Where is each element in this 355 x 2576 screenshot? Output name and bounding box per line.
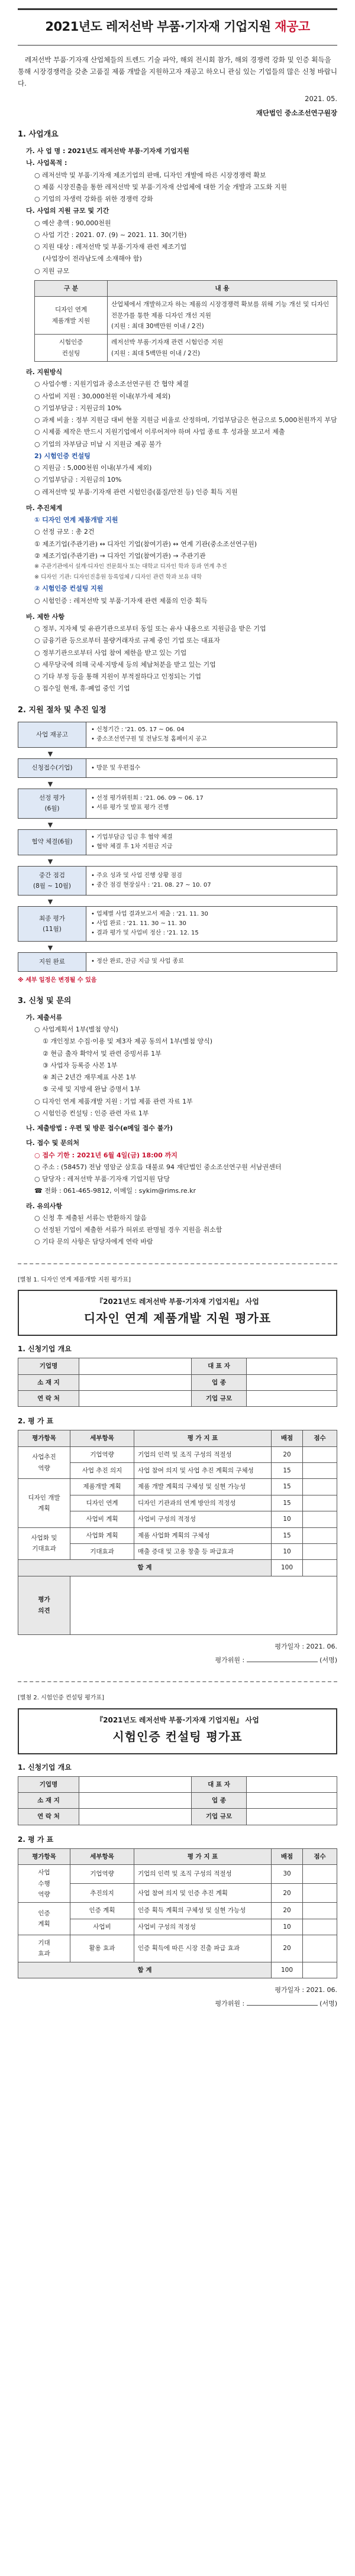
list-item: ○ 정부, 지자체 및 유관기관으로부터 동일 또는 유사 내용으로 지원금을 받은 기업	[34, 625, 266, 633]
list-item: ○ 정부기관으로부터 사업 참여 제한을 받고 있는 기업	[34, 648, 187, 657]
list-item: ○ 지원금 : 5,000천원 이내(부가세 제외)	[34, 464, 152, 472]
score-input-cell[interactable]	[303, 1527, 337, 1543]
cell-text: 레저선박 부품·기자재 관련 시험인증 지원	[111, 339, 224, 346]
list-item: ○ 기업부담금 : 지원금의 10%	[34, 404, 122, 412]
section-procedure-title: 2. 지원 절차 및 추진 일정	[18, 705, 106, 715]
input-cell[interactable]	[79, 1809, 192, 1825]
list-item: ② 제조기업(주관기관) → 디자인 기업(참여기관) → 주관기관	[34, 551, 206, 560]
input-cell[interactable]	[79, 1358, 192, 1374]
announcement-date: 2021. 05.	[305, 95, 337, 103]
flow-step-desc: • 기업부담금 입금 후 협약 체결 • 협약 체결 후 1차 지원금 지급	[86, 829, 337, 855]
intro-paragraph: 레저선박 부품·기자재 산업체들의 트렌드 기술 파악, 해외 전시회 참가, 해외 경쟁력 강화 및 인증 획득을 통해 시장경쟁력을 갖춘 고품질 제품 개발을 지원하고자 재공고 하오니 관심 있는 기업들의 많은 신청 바랍니다.	[18, 55, 337, 87]
list-item: ○ 사업계획서 1부(별첨 양식)	[34, 1026, 118, 1034]
list-note: ※ 디자인 기관: 디자인진흥원 등록업체 / 디자인 관련 학과 보유 대학	[34, 573, 202, 580]
table-cell: 인증 계획	[18, 1903, 70, 1935]
list-item: ○ 사업비 지원 : 30,000천원 이내(부가세 제외)	[34, 392, 171, 400]
list-item: ○ 디자인 연계 제품개발 지원 : 기업 제품 관련 자료 1부	[34, 1097, 193, 1105]
flow-step-label: 협약 체결(6월)	[18, 829, 86, 855]
table-cell: 기대효과	[70, 1543, 134, 1559]
table-cell: 인증 획득에 따른 시장 진출 파급 효과	[134, 1935, 272, 1962]
score-input-cell[interactable]	[303, 1479, 337, 1495]
score-input-cell[interactable]	[303, 1903, 337, 1919]
evaluator-name-field[interactable]	[247, 2005, 318, 2006]
list-item: ○ 시험인증 : 레저선박 및 부품·기자재 관련 제품의 인증 획득	[34, 596, 208, 605]
form-section-heading: 1. 신청기업 개요	[18, 1345, 72, 1354]
table-header-cell: 세부항목	[70, 1848, 134, 1864]
table-cell: 인증 획득 계획의 구체성 및 실현 가능성	[134, 1903, 272, 1919]
list-item: (사업장이 전라남도에 소재해야 함)	[43, 255, 142, 263]
input-cell[interactable]	[79, 1374, 192, 1390]
table-header-cell: 기업명	[18, 1358, 79, 1374]
opinion-input-cell[interactable]	[70, 1576, 337, 1634]
flow-step-desc: • 신청기간 : '21. 05. 17 ~ 06. 04 • 중소조선연구원 및 전남도청 홈페이지 공고	[86, 722, 337, 748]
flow-step-row	[18, 722, 337, 748]
form-cert-evaluation	[18, 1681, 337, 2010]
flow-step-label: 지원 완료	[18, 952, 86, 971]
table-header-cell: 기업명	[18, 1776, 79, 1792]
list-item: ○ 과제 비율 : 정부 지원금 대비 현물 지원금 비율로 산정하며, 기업부담금은 현금으로 5,000천원까지 부담	[34, 416, 337, 424]
list-item: ○ 선정 규모 : 총 2건	[34, 528, 95, 536]
seal-label: (서명)	[320, 1656, 337, 1664]
notice-heading	[18, 1201, 337, 1212]
restrictions-heading-text: 바. 제한 사항	[26, 612, 64, 621]
table-row	[18, 1865, 337, 1884]
evaluator-label: 평가위원 :	[215, 1656, 245, 1664]
company-info-table	[18, 1358, 337, 1407]
table-row	[35, 297, 337, 335]
table-cell: 기업의 인력 및 조직 구성의 적절성	[134, 1865, 272, 1884]
list-item: ○ 사업수행 : 지원기업과 중소조선연구원 간 협약 체결	[34, 380, 189, 388]
input-cell[interactable]	[79, 1776, 192, 1792]
table-header-cell: 소 재 지	[18, 1374, 79, 1390]
table-cell: 추진의지	[70, 1884, 134, 1903]
content-heading-text: 다. 사업의 지원 규모 및 기간	[26, 207, 109, 215]
table-header-cell: 평가항목	[18, 1848, 70, 1864]
table-row	[18, 1793, 337, 1809]
total-row	[18, 1962, 337, 1978]
score-input-cell[interactable]	[303, 1560, 337, 1576]
list-item: ○ 기업의 자부담금 미납 시 지원금 제공 불가	[34, 440, 162, 448]
support-scale-table	[34, 280, 337, 362]
table-cell: 디자인 개발 계획	[18, 1479, 70, 1527]
table-row	[35, 335, 337, 362]
table-cell: 사업비 계획	[70, 1511, 134, 1527]
framework-heading	[18, 502, 337, 514]
table-header-row	[18, 1848, 337, 1864]
opinion-row	[18, 1576, 337, 1634]
score-input-cell[interactable]	[303, 1919, 337, 1935]
table-row	[18, 1776, 337, 1792]
score-input-cell[interactable]	[303, 1962, 337, 1978]
form-caption: [별첨 2. 시험인증 컨설팅 평가표]	[18, 1695, 104, 1702]
table-cell: 사업비	[70, 1919, 134, 1935]
restrictions-heading	[18, 611, 337, 622]
table-cell: 활용 효과	[70, 1935, 134, 1962]
flow-step-label: 선정 평가 (6월)	[18, 789, 86, 819]
flow-step-row	[18, 758, 337, 777]
table-cell: 사업화 계획	[70, 1527, 134, 1543]
flow-step-label: 중간 점검 (8월 ~ 10월)	[18, 866, 86, 896]
list-item: ○ 예산 총액 : 90,000천원	[34, 219, 111, 227]
table-cell: 사업 수행 역량	[18, 1865, 70, 1903]
form-title-box	[18, 1708, 337, 1754]
table-cell: 10	[272, 1919, 303, 1935]
list-item: ○ 신청 후 제출된 서류는 반환하지 않음	[34, 1214, 147, 1222]
list-item: ○ 담당자 : 레저선박 부품·기자재 기업지원 담당	[34, 1175, 170, 1183]
input-cell[interactable]	[247, 1358, 337, 1374]
contact-heading	[18, 1137, 337, 1149]
list-item: ○ 기업부담금 : 지원금의 10%	[34, 476, 122, 484]
evaluator-label: 평가위원 :	[215, 2000, 245, 2008]
opinion-label: 평가 의견	[18, 1576, 70, 1634]
table-header-cell: 소 재 지	[18, 1793, 79, 1809]
total-value: 100	[272, 1962, 303, 1978]
total-label: 합 계	[18, 1962, 272, 1978]
table-header-cell: 내 용	[108, 280, 337, 296]
table-header-cell: 배점	[272, 1430, 303, 1446]
list-item: ○ 접수일 현재, 휴·폐업 중인 기업	[34, 684, 130, 693]
table-header-cell: 평 가 지 표	[134, 1430, 272, 1446]
table-cell: 사업 추진 의지	[70, 1463, 134, 1479]
form-section-heading: 2. 평 가 표	[18, 1835, 54, 1844]
table-cell: 기업역량	[70, 1865, 134, 1884]
table-cell: 기업의 인력 및 조직 구성의 적절성	[134, 1446, 272, 1462]
table-cell: 사업추진 역량	[18, 1446, 70, 1479]
table-header-cell: 평가항목	[18, 1430, 70, 1446]
table-cell: 사업비 구성의 적정성	[134, 1919, 272, 1935]
arrow-down-icon: ▼	[47, 857, 53, 865]
input-cell[interactable]	[247, 1374, 337, 1390]
list-item: ○ 기업의 자생력 강화를 위한 경쟁력 강화	[34, 195, 153, 203]
table-header-cell: 연 락 처	[18, 1390, 79, 1406]
table-row	[18, 1935, 337, 1962]
section-application-title: 3. 신청 및 문의	[18, 997, 72, 1006]
input-cell[interactable]	[79, 1390, 192, 1406]
flow-step-label: 신청접수(기업)	[18, 758, 86, 777]
flow-step-label: 최종 평가 (11월)	[18, 906, 86, 942]
total-value: 100	[272, 1560, 303, 1576]
table-header-cell: 대 표 자	[192, 1358, 247, 1374]
list-item: ○ 금융기관 등으로부터 불량거래자로 규제 중인 기업 또는 대표자	[34, 637, 220, 645]
table-header-cell: 점수	[303, 1848, 337, 1864]
framework-design-list	[18, 526, 337, 582]
notice-heading-text: 라. 유의사항	[26, 1202, 63, 1210]
evaluation-table	[18, 1848, 337, 1978]
framework-heading-text: 마. 추진체계	[26, 504, 63, 512]
table-cell: 제품 사업화 계획의 구체성	[134, 1527, 272, 1543]
table-cell: 15	[272, 1479, 303, 1495]
table-cell: 기업역량	[70, 1446, 134, 1462]
list-item: ○ 기타 문의 사항은 담당자에게 연락 바람	[34, 1238, 153, 1246]
table-cell: 사업 참여 의지 및 인증 추진 계획	[134, 1884, 272, 1903]
table-header-cell: 대 표 자	[192, 1776, 247, 1792]
table-row	[18, 1446, 337, 1462]
table-row	[18, 1809, 337, 1825]
list-item: ○ 제품 시장진출을 통한 레저선박 및 부품·기자재 산업체에 대한 기술 개발과 고도화 지원	[34, 183, 287, 191]
evaluator-signature	[18, 1654, 337, 1666]
flow-step-row	[18, 906, 337, 942]
support-method-heading	[18, 366, 337, 378]
table-cell: 15	[272, 1463, 303, 1479]
form-section-heading: 2. 평 가 표	[18, 1417, 54, 1426]
documents-heading	[18, 1012, 337, 1023]
score-input-cell[interactable]	[303, 1446, 337, 1462]
flow-step-desc: • 주요 성과 및 사업 진행 상황 점검 • 중간 점검 현장실사 : '21. 08. 27 ~ 10. 07	[86, 866, 337, 896]
business-name-text: 가. 사 업 명 : 2021년도 레저선박 부품·기자재 기업지원	[26, 147, 189, 155]
table-cell: 10	[272, 1511, 303, 1527]
form-caption: [별첨 1. 디자인 연계 제품개발 지원 평가표]	[18, 1276, 131, 1283]
table-cell: 20	[272, 1903, 303, 1919]
table-row	[18, 1903, 337, 1919]
documents-heading-text: 가. 제출서류	[26, 1013, 63, 1021]
table-header-cell: 연 락 처	[18, 1809, 79, 1825]
list-item: ④ 최근 2년간 재무제표 사본 1부	[43, 1073, 137, 1082]
deadline: ○ 접수 기한 : 2021년 6월 4일(금) 18:00 까지	[34, 1151, 178, 1159]
table-header-cell: 업 종	[192, 1374, 247, 1390]
table-cell: 시험인증 컨설팅	[35, 335, 108, 362]
form-title-line1: 『2021년도 레저선박 부품·기자재 기업지원』 사업	[96, 1715, 259, 1724]
arrow-down-icon: ▼	[47, 944, 53, 952]
list-item: ③ 사업자 등록증 사본 1부	[43, 1061, 118, 1069]
score-input-cell[interactable]	[303, 1543, 337, 1559]
input-cell[interactable]	[247, 1809, 337, 1825]
schedule-footnote: ※ 세부 일정은 변경될 수 있음	[18, 976, 97, 984]
table-row	[18, 1390, 337, 1406]
input-cell[interactable]	[247, 1793, 337, 1809]
score-input-cell[interactable]	[303, 1884, 337, 1903]
support-method-heading-text: 라. 지원방식	[26, 368, 63, 377]
table-cell: 30	[272, 1865, 303, 1884]
purpose-heading-text: 나. 사업목적 :	[26, 159, 67, 167]
form-title-box	[18, 1290, 337, 1336]
flow-step-desc: • 방문 및 우편접수	[86, 758, 337, 777]
list-item: ① 제조기업(주관기관) ↔ 디자인 기업(참여기관) ↔ 연계 기관(중소조선연구원)	[34, 540, 257, 548]
business-name	[18, 145, 337, 157]
table-header-cell: 점수	[303, 1430, 337, 1446]
list-item: ⑤ 국세 및 지방세 완납 증명서 1부	[43, 1085, 141, 1094]
title-main: 2021년도 레저선박 부품·기자재 기업지원	[45, 20, 271, 34]
section-overview-title: 1. 사업개요	[18, 130, 59, 139]
table-cell: 20	[272, 1935, 303, 1962]
evaluation-date: 평가일자 : 2021. 06.	[275, 1986, 337, 1994]
score-input-cell[interactable]	[303, 1865, 337, 1884]
list-item: ○ 세무당국에 의해 국세·지방세 등의 체납처분을 받고 있는 기업	[34, 660, 216, 669]
input-cell[interactable]	[79, 1793, 192, 1809]
table-cell: 제품 개발 계획의 구체성 및 실현 가능성	[134, 1479, 272, 1495]
flow-step-desc: • 선정 평가위원회 : '21. 06. 09 ~ 06. 17 • 서류 평가 및 발표 평가 진행	[86, 789, 337, 819]
total-label: 합 계	[18, 1560, 272, 1576]
page-title	[18, 16, 337, 38]
seal-label: (서명)	[320, 2000, 337, 2008]
arrow-down-icon: ▼	[47, 780, 53, 788]
list-item: ○ 기타 부정 등을 통해 지원이 부적절하다고 인정되는 기업	[34, 673, 201, 681]
table-header-cell: 세부항목	[70, 1430, 134, 1446]
flow-step-desc: • 정산 완료, 잔금 지급 및 사업 종료	[86, 952, 337, 971]
framework-cert-heading: ② 시험인증 컨설팅 지원	[34, 585, 104, 593]
table-header-cell: 평 가 지 표	[134, 1848, 272, 1864]
score-input-cell[interactable]	[303, 1463, 337, 1479]
cert-list	[18, 462, 337, 498]
score-input-cell[interactable]	[303, 1935, 337, 1962]
purpose-heading	[18, 157, 337, 168]
flow-step-row	[18, 952, 337, 971]
table-header-row	[18, 1430, 337, 1446]
table-header-cell: 기업 규모	[192, 1809, 247, 1825]
table-cell: 기대 효과	[18, 1935, 70, 1962]
table-header-cell: 배점	[272, 1848, 303, 1864]
list-item: ○ 레저선박 및 부품·기자재 관련 시험인증(품질/안전 등) 인증 획득 지원	[34, 488, 238, 496]
support-method-list	[18, 378, 337, 450]
form-section-heading: 1. 신청기업 개요	[18, 1763, 72, 1772]
score-input-cell[interactable]	[303, 1495, 337, 1511]
contact-heading-text: 다. 접수 및 문의처	[26, 1139, 80, 1147]
table-cell: 10	[272, 1543, 303, 1559]
list-item: ② 현금 출자 확약서 및 관련 증빙서류 1부	[43, 1049, 162, 1057]
form-title-line1: 『2021년도 레저선박 부품·기자재 기업지원』 사업	[96, 1297, 259, 1306]
company-info-table	[18, 1776, 337, 1825]
cell-text: (지원 : 최대 5백만원 이내 / 2건)	[111, 349, 201, 357]
form-design-evaluation	[18, 1263, 337, 1666]
table-cell: 제품개발 계획	[70, 1479, 134, 1495]
list-item: ○ 주소 : (58457) 전남 영암군 삼호읍 대불로 94 재단법인 중소조선연구원 서남권센터	[34, 1163, 282, 1171]
flow-step-row	[18, 789, 337, 819]
list-item: ○ 시제품 제작은 반드시 지원기업에서 이루어져야 하며 사업 종료 후 성과물 보고서 제출	[34, 428, 285, 436]
table-cell: 디자인 연계	[70, 1495, 134, 1511]
framework-design-heading: ① 디자인 연계 제품개발 지원	[34, 516, 118, 524]
flow-step-desc: • 업체별 사업 결과보고서 제출 : '21. 11. 30 • 사업 완료 : '21. 11. 30 ~ 11. 30 • 결과 평가 및 사업비 정산 : '21. 12. 15	[86, 906, 337, 942]
arrow-down-icon: ▼	[47, 750, 53, 758]
table-cell: 15	[272, 1495, 303, 1511]
input-cell[interactable]	[247, 1390, 337, 1406]
cell-text: 산업체에서 개발하고자 하는 제품의 시장경쟁력 확보를 위해 기능 개선 및 디자인 전문가를 통한 제품 디자인 개선 지원	[111, 301, 330, 319]
title-bar	[18, 8, 337, 46]
list-item: ○ 레저선박 및 부품·기자재 제조기업의 판매, 디자인 개발에 따른 시장경쟁력 확보	[34, 171, 266, 179]
flow-step-row	[18, 829, 337, 855]
submission-method-text: 나. 제출방법 : 우편 및 방문 접수(e메일 접수 불가)	[26, 1124, 173, 1133]
restrictions-list	[18, 623, 337, 695]
content-heading	[18, 205, 337, 216]
issuing-organization: 재단법인 중소조선연구원장	[256, 109, 337, 118]
content-list	[18, 218, 337, 277]
cell-text: (지원 : 최대 30백만원 이내 / 2건)	[111, 323, 204, 330]
table-row	[18, 1527, 337, 1543]
table-cell: 인증 계획	[70, 1903, 134, 1919]
submission-method	[18, 1122, 337, 1134]
table-cell: 디자인 기관과의 연계 방안의 적정성	[134, 1495, 272, 1511]
procedure-flow	[18, 722, 337, 971]
list-item: ☎ 전화 : 061-465-9812, 이메일 : sykim@rims.re.kr	[34, 1187, 196, 1195]
total-row	[18, 1560, 337, 1576]
table-header-cell: 기업 규모	[192, 1390, 247, 1406]
table-cell: 20	[272, 1446, 303, 1462]
table-cell: 사업 참여 의지 및 사업 추진 계획의 구체성	[134, 1463, 272, 1479]
list-item: ○ 시험인증 컨설팅 : 인증 관련 자료 1부	[34, 1109, 149, 1117]
purpose-list	[18, 170, 337, 205]
list-item: ○ 사업 기간 : 2021. 07. (9) ~ 2021. 11. 30(기한)	[34, 231, 187, 239]
table-header-cell: 업 종	[192, 1793, 247, 1809]
form-title-line2: 시험인증 컨설팅 평가표	[112, 1729, 243, 1744]
flow-step-label: 사업 재공고	[18, 722, 86, 748]
table-header-cell: 구 분	[35, 280, 108, 296]
score-input-cell[interactable]	[303, 1511, 337, 1527]
list-item: ○ 선정된 기업이 제출한 서류가 허위로 판명될 경우 지원을 취소함	[34, 1226, 222, 1234]
table-cell	[108, 335, 337, 362]
table-cell: 매출 증대 및 고용 창출 등 파급효과	[134, 1543, 272, 1559]
list-note: ※ 주관기관에서 설계·디자인 전문회사 또는 대학교 디자인 학과 등과 연계 추진	[34, 563, 227, 570]
list-item: ① 개인정보 수집·이용 및 제3자 제공 동의서 1부(별첨 양식)	[43, 1037, 213, 1046]
contact-list	[18, 1150, 337, 1197]
table-cell: 사업화 및 기대효과	[18, 1527, 70, 1560]
table-cell: 사업비 구성의 적정성	[134, 1511, 272, 1527]
arrow-down-icon: ▼	[47, 820, 53, 829]
documents-list	[18, 1024, 337, 1119]
list-item: ○ 지원 규모	[34, 267, 70, 275]
table-row	[18, 1358, 337, 1374]
evaluation-table	[18, 1430, 337, 1634]
input-cell[interactable]	[247, 1776, 337, 1792]
table-header-row	[35, 280, 337, 296]
evaluator-signature	[18, 1998, 337, 2009]
notice-list	[18, 1212, 337, 1248]
list-item: ○ 지원 대상 : 레저선박 및 부품·기자재 관련 제조기업	[34, 243, 187, 251]
flow-step-row	[18, 866, 337, 896]
table-row	[18, 1374, 337, 1390]
table-cell: 20	[272, 1884, 303, 1903]
table-row	[18, 1479, 337, 1495]
evaluation-date: 평가일자 : 2021. 06.	[275, 1642, 337, 1650]
arrow-down-icon: ▼	[47, 898, 53, 906]
form-title-line2: 디자인 연계 제품개발 지원 평가표	[83, 1311, 272, 1326]
sub-heading-cert: 2) 시험인증 컨설팅	[34, 452, 91, 460]
table-cell: 디자인 연계 제품개발 지원	[35, 297, 108, 335]
table-cell: 15	[272, 1527, 303, 1543]
table-cell	[108, 297, 337, 335]
title-re-announcement: 재공고	[275, 20, 310, 34]
framework-cert-list	[18, 595, 337, 606]
